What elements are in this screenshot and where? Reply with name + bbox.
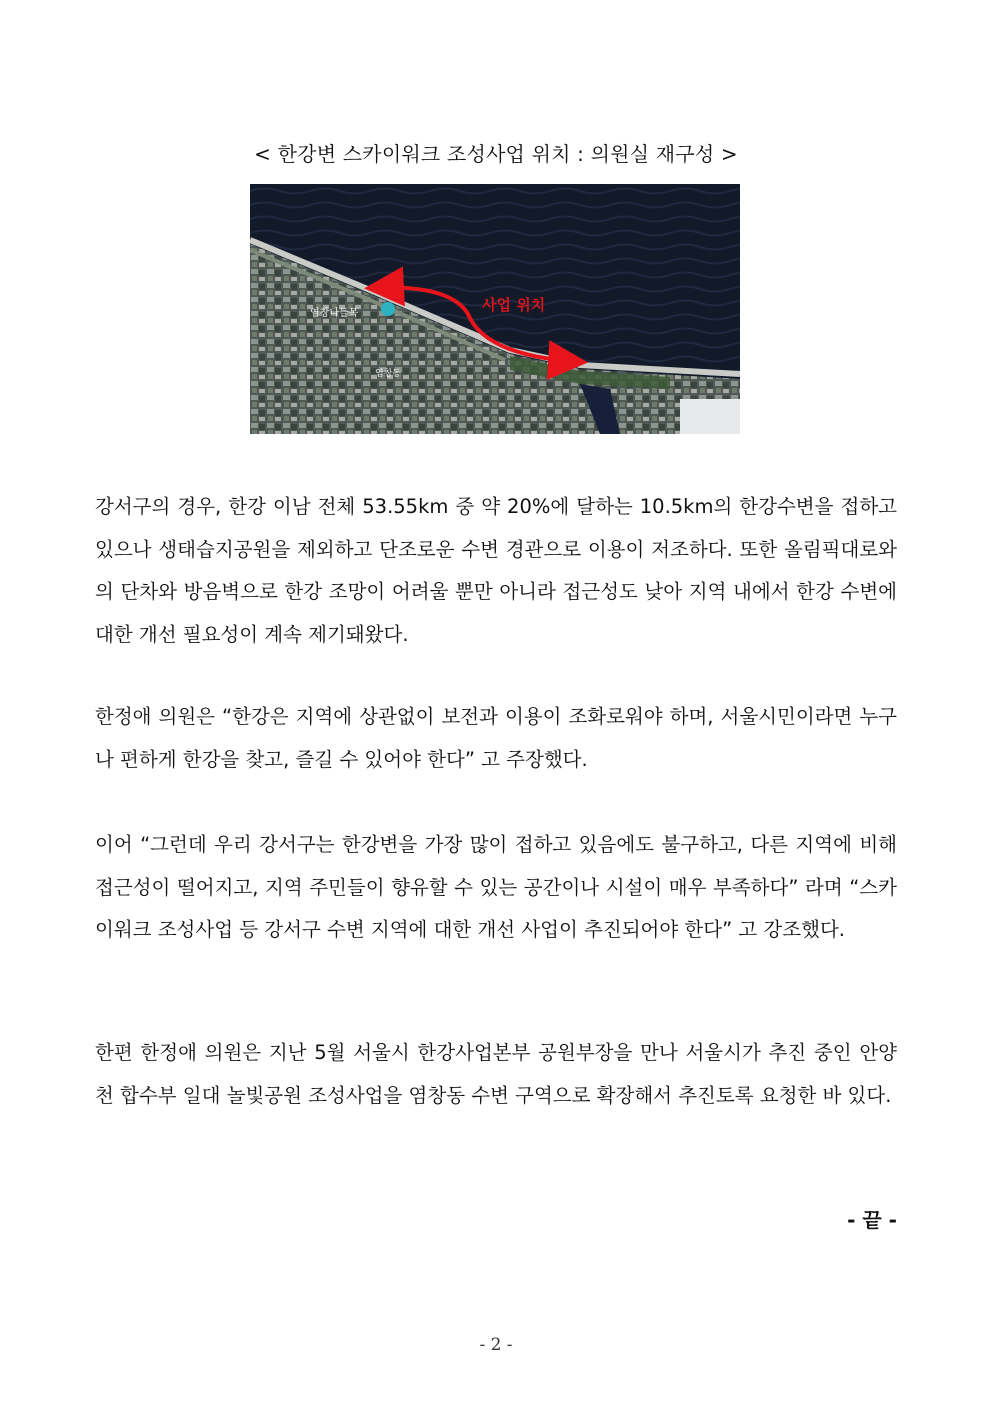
paragraph-3-text: 이어 “그런데 우리 강서구는 한강변을 가장 많이 접하고 있음에도 불구하고, 다른 지역에 비해 접근성이 떨어지고, 지역 주민들이 향유할 수 있는 공간이나 시설이 매우 부족하다” 라며 “스카이워크 조성사업 등 강서구 수변 지역에 대한 개선 사업이 추진되어야 한다” 고 강조했다.	[95, 833, 897, 941]
figure-caption: < 한강변 스카이워크 조성사업 위치 : 의원실 재구성 >	[254, 142, 738, 166]
paragraph-1-text: 강서구의 경우, 한강 이남 전체 53.55km 중 약 20%에 달하는 10.5km의 한강수변을 접하고 있으나 생태습지공원을 제외하고 단조로운 수변 경관으로 이용이 저조하다. 또한 올림픽대로와의 단차와 방음벽으로 한강 조망이 어려울 뿐만 아니라 접근성도 낮아 지역 내에서 한강 수변에 대한 개선 필요성이 계속 제기돼왔다.	[95, 495, 897, 646]
project-location-label: 사업 위치	[482, 296, 546, 314]
paragraph-1	[95, 486, 897, 656]
map-graphic	[250, 184, 740, 434]
paragraph-4-text: 한편 한정애 의원은 지난 5월 서울시 한강사업본부 공원부장을 만나 서울시가 추진 중인 안양천 합수부 일대 놀빛공원 조성사업을 염창동 수변 구역으로 확장해서 추진토록 요청한 바 있다.	[95, 1041, 897, 1107]
page-number: - 2 -	[479, 1335, 513, 1355]
paragraph-4	[95, 1032, 897, 1117]
paragraph-2-text: 한정애 의원은 “한강은 지역에 상관없이 보전과 이용이 조화로워야 하며, 서울시민이라면 누구나 편하게 한강을 찾고, 즐길 수 있어야 한다” 고 주장했다.	[95, 705, 897, 771]
paragraph-3	[95, 824, 897, 952]
paragraph-2	[95, 696, 897, 781]
area-label: 염창동	[375, 369, 402, 379]
building-block	[680, 399, 740, 434]
location-pin-icon	[381, 302, 395, 316]
end-mark: - 끝 -	[847, 1208, 897, 1232]
satellite-map-image	[250, 184, 740, 434]
station-label: 염창나들목	[310, 308, 359, 319]
